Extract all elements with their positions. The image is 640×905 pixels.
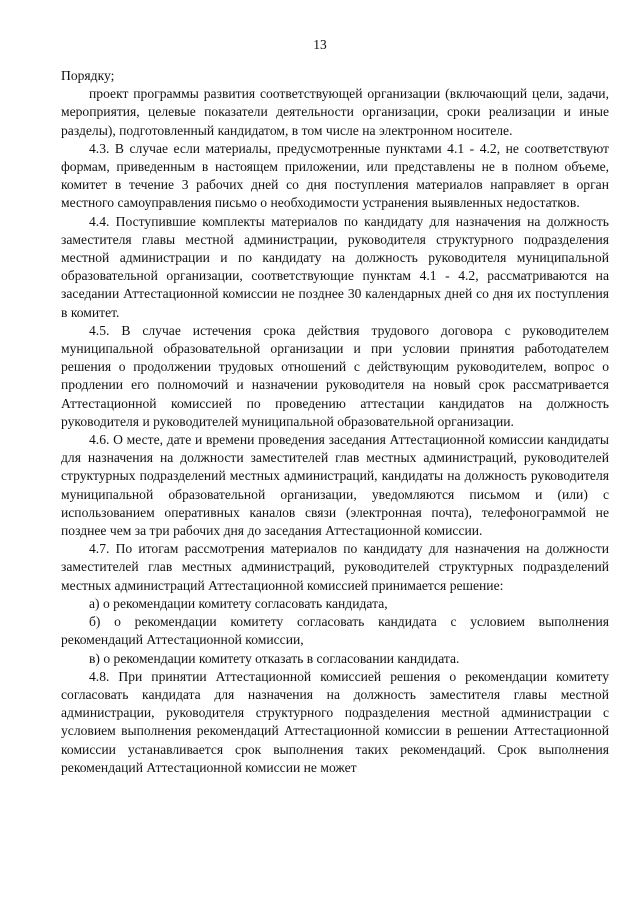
paragraph-4-6: 4.6. О месте, дате и времени проведения заседания Аттестационной комиссии кандидаты для назначения на должности заместителей глав местных администраций, руководителей структурных подразделений местных администраций, кандидаты на должность руководителя муниципальной образовательной организации, уведомляются письмом и (или) с использованием оперативных каналов связи (электронная почта), телефонограммой не позднее чем за три рабочих дня до заседания Аттестационной комиссии.	[61, 432, 609, 539]
list-item-b: б) о рекомендации комитету согласовать кандидата с условием выполнения рекомендаций Аттестационной комиссии,	[61, 614, 609, 648]
paragraph-4-5: 4.5. В случае истечения срока действия трудового договора с руководителем муниципальной образовательной организации и при условии принятия работодателем решения о продолжении трудовых отношений с действующим руководителем, вопрос о продлении его полномочий и назначении руководителя на новый срок рассматривается Аттестационной комиссией по проведению аттестации кандидатов на должность руководителя и руководителей муниципальной образовательной организации.	[61, 322, 609, 429]
document-body	[61, 67, 609, 777]
paragraph-4-7: 4.7. По итогам рассмотрения материалов по кандидату для назначения на должности заместителей глав местных администраций, руководителей структурных подразделений местных администраций Аттестационной комиссией принимается решение:	[61, 541, 609, 593]
paragraph-program-draft: проект программы развития соответствующей организации (включающий цели, задачи, мероприятия, целевые показатели деятельности организации, сроки реализации и иные разделы), подготовленный кандидатом, в том числе на электронном носителе.	[61, 86, 609, 138]
paragraph-continuation: Порядку;	[61, 68, 115, 83]
page-number: 13	[313, 37, 327, 52]
list-item-v: в) о рекомендации комитету отказать в согласовании кандидата.	[89, 650, 460, 666]
paragraph-4-8: 4.8. При принятии Аттестационной комиссией решения о рекомендации комитету согласовать кандидата для назначения на должность заместителя главы местной администрации, руководителя структурного подразделения местной администрации с условием выполнения рекомендаций Аттестационной комиссии в решении Аттестационной комиссии устанавливается срок выполнения таких рекомендаций. Срок выполнения рекомендаций Аттестационной комиссии не может	[61, 668, 609, 775]
paragraph-4-4: 4.4. Поступившие комплекты материалов по кандидату для назначения на должность заместителя главы местной администрации, руководителя структурного подразделения местной администрации и по кандидату на должность руководителя муниципальной образовательной организации, соответствующие пунктам 4.1 - 4.2, рассматриваются на заседании Аттестационной комиссии не позднее 30 календарных дней со дня их поступления в комитет.	[61, 213, 609, 320]
paragraph-4-3: 4.3. В случае если материалы, предусмотренные пунктами 4.1 - 4.2, не соответствуют формам, приведенным в настоящем приложении, или представлены не в полном объеме, комитет в течение 3 рабочих дней со дня поступления материалов направляет в орган местного самоуправления письмо о необходимости устранения выявленных недостатков.	[61, 140, 609, 211]
list-item-a: а) о рекомендации комитету согласовать кандидата,	[89, 595, 388, 611]
